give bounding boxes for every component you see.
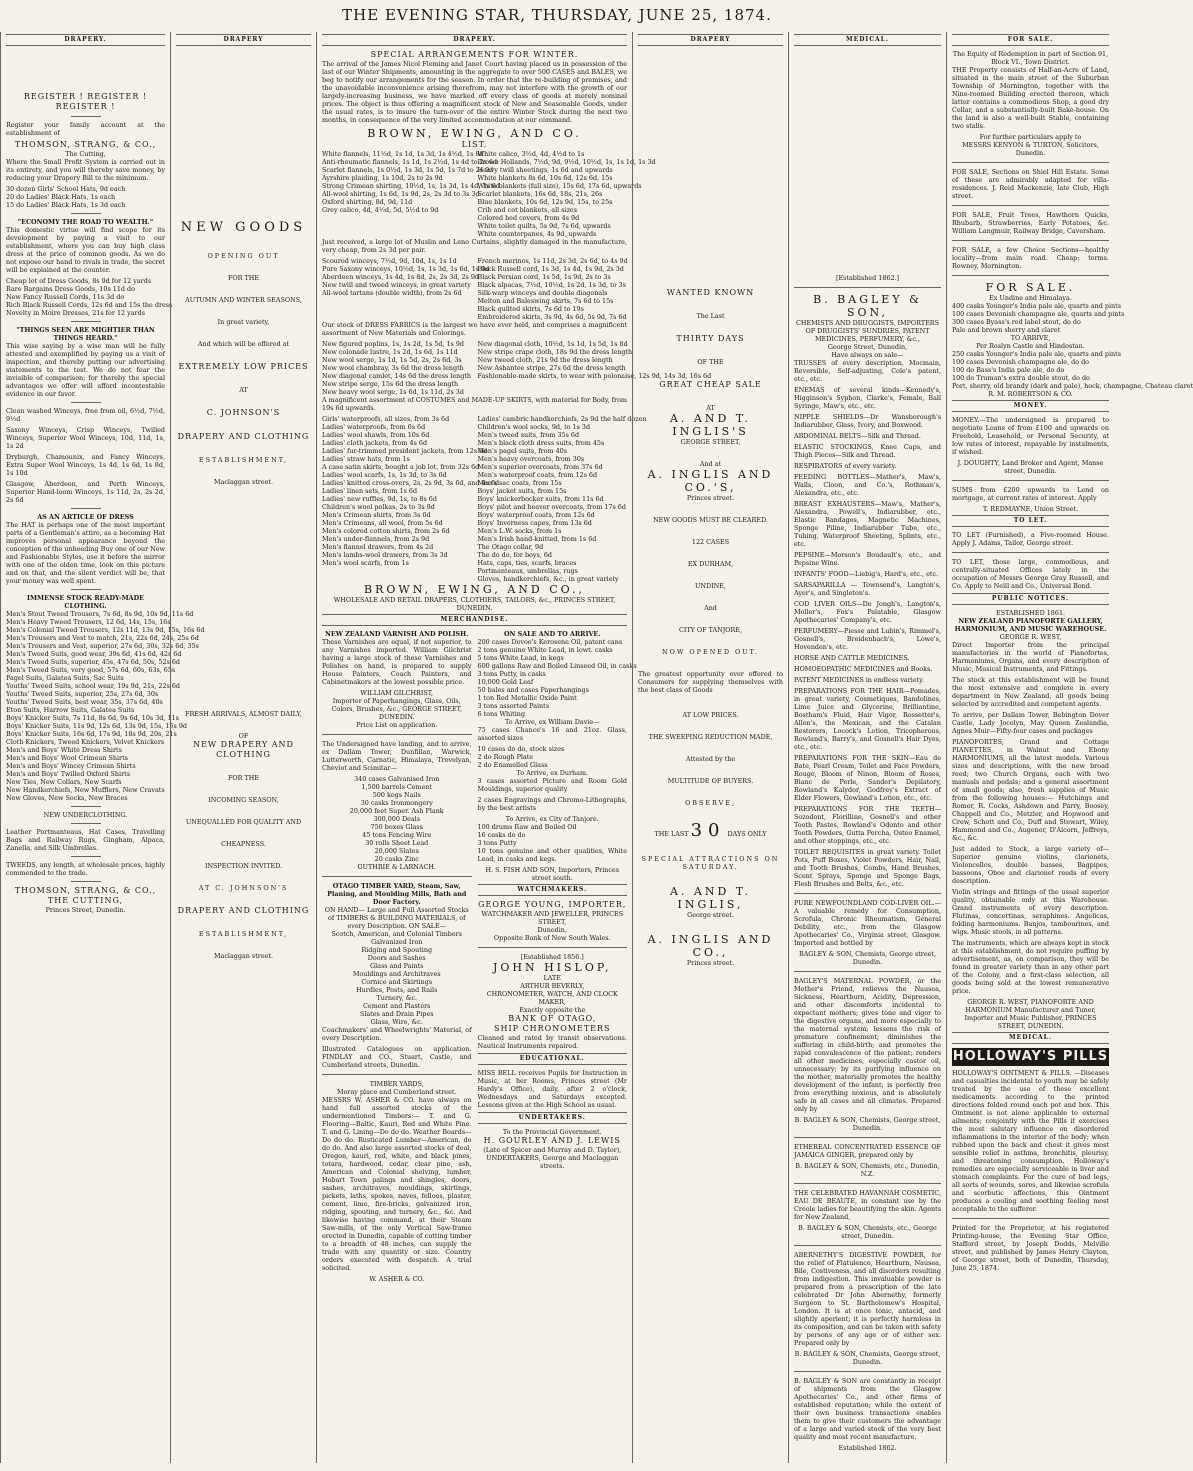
kenyon-sig: MESSRS KENYON & TURTON, Solicitors, Dunedin. <box>962 141 1099 157</box>
opening-line: OPENING OUT <box>207 252 280 260</box>
robertson-sig: R. M. ROBERTSON & CO. <box>988 390 1073 398</box>
and-at: And at <box>699 460 722 468</box>
unequalled-line: UNEQUALLED FOR QUALITY AND <box>185 818 302 826</box>
arrive-list: 10 cases do do, stock sizes 2 do Rough Plate 2 do Enamelled Glass <box>477 745 565 769</box>
fresh-line: FRESH ARRIVALS, ALMOST DAILY, <box>185 710 302 718</box>
attested-line: Attested by the <box>685 755 736 763</box>
west-desc: Direct Importer from the principal manufactories in the world of Pianofortes, Harmoniums, Organs, and every description of Music, Musical Instruments, and Fittings. <box>952 641 1109 673</box>
bagley-sig-3: B. BAGLEY & SON, Chemists, etc., Dunedin, N.Z. <box>795 1162 940 1178</box>
let-text-2: TO LET, those large, commodious, and centrally-situated Offices lately in the occupation of Messrs George Gray Russell, and Co. Apply to Neill and Co., Universal Bond. <box>952 558 1109 590</box>
brown-ewing-desc: WHOLESALE AND RETAIL DRAPERS, CLOTHIERS, TAILORS, &c., PRINCES STREET, DUNEDIN. <box>333 596 616 612</box>
list-heading: LIST. <box>461 140 488 149</box>
moray-line: Moray place and Cumberland street. <box>337 1088 457 1096</box>
section-header: DRAPERY <box>176 34 311 46</box>
establishment-line: ESTABLISHMENT, <box>198 456 289 464</box>
particulars-line: For further particulars apply to <box>979 133 1082 141</box>
new-goods-heading: NEW GOODS <box>180 220 307 235</box>
arrive-dallam: To arrive, per Dallam Tower, Bebington Dover Castle, Lady Jocelyn, May Queen Zealandia, Agnes Muir—Fifty-four cases and packages <box>952 711 1109 735</box>
timber-heading: OTAGO TIMBER YARD, Steam, Saw, Planing, and Moulding Mills, Bath and Door Factory. <box>327 882 467 906</box>
firm-name: THOMSON, STRANG, & CO., <box>14 140 157 149</box>
to-arrive: TO ARRIVE, <box>1010 334 1051 342</box>
establishment-line-2: ESTABLISHMENT, <box>198 930 289 938</box>
leather-text: Leather Portmanteaus, Hat Cases, Travelling Bags and Railway Rugs, Gingham, Alpaca, Zanella, and Silk Umbrellas. <box>6 828 165 852</box>
costumes-note: A magnificent assortment of COSTUMES and MADE-UP SKIRTS, with material for Body, from 19s 6d upwards. <box>322 396 627 412</box>
shiel-text: FOR SALE, Sections on Shiel Hill Estate. Some of these are admirably adapted for villa-residences. J. Reid Mackenzie, late Club, High street. <box>952 168 1109 200</box>
ethereal-text: ETHEREAL CONCENTRATED ESSENCE OF JAMAICA GINGER, prepared only by <box>794 1143 941 1159</box>
holloway-banner: HOLLOWAY'S PILLS <box>952 1049 1109 1064</box>
inglis-co-heading: A. INGLIS AND CO.'S, <box>647 468 774 494</box>
dress-fabrics-note: Our stock of DRESS FABRICS is the largest we have ever held, and comprises a magnificent assortment of New Materials and Colorings. <box>322 321 627 337</box>
article-heading: AS AN ARTICLE OF DRESS <box>37 513 134 521</box>
wanted-known: WANTED KNOWN <box>666 288 755 297</box>
gilchrist-desc: Importer of Paperhangings, Glass, Oils, Colors, Brushes, &c., GEORGE STREET, DUNEDIN. <box>331 697 463 721</box>
multitude-line: MULTITUDE OF BUYERS. <box>667 777 754 785</box>
west-footer: GEORGE R. WEST, PIANOFORTE AND HARMONIUM Manufacturer and Tuner, Importer and Music Publisher, PRINCES STREET, DUNEDIN. <box>964 998 1097 1030</box>
tanjore-line: CITY OF TANJORE, <box>678 626 743 634</box>
undertakers-header: UNDERTAKERS. <box>478 1112 628 1124</box>
established-1861: ESTABLISHED 1861. <box>995 609 1066 617</box>
register-heading: REGISTER ! REGISTER ! REGISTER ! <box>23 92 148 111</box>
beverly-name: ARTHUR BEVERLY, <box>520 982 585 990</box>
column-4 <box>632 32 788 1463</box>
printed-imprint: Printed for the Proprietor, at his registered Printing-house, the Evening Star Office, Stafford street, by Joseph Dodds, Melville street, and published by James Henry Clayton, of George street, both of Dunedin, Thursday, June 25, 1874. <box>952 1224 1109 1272</box>
low-prices: AT LOW PRICES. <box>682 711 739 719</box>
arrive-tanjore: To Arrive, ex City of Tanjore. <box>505 815 599 823</box>
receipt-text: B. BAGLEY & SON are constantly in receipt of shipments from the Glasgow Apothecaries' Co., and other firms of established reputation; while the extent of their own business transactions enables them to give their customers the advantage of a large and varied stock of the very best quality and most recent manufacture. <box>794 1377 941 1441</box>
doughty-sig: J. DOUGHTY, Land Broker and Agent, Manse street, Dunedin. <box>957 459 1104 475</box>
price-list-note: Price List on application. <box>356 721 438 729</box>
special-attractions: SPECIAL ATTRACTIONS ON SATURDAY. <box>641 855 780 871</box>
bagley-heading: B. BAGLEY & SON, <box>813 293 922 319</box>
chronometer-line: CHRONOMETER, WATCH, AND CLOCK MAKER, <box>486 990 618 1006</box>
variety-line: In great variety, <box>217 318 270 326</box>
brown-ewing-footer: BROWN, EWING, AND CO., <box>364 583 585 596</box>
economy-heading: "ECONOMY THE ROAD TO WEALTH." <box>17 218 154 226</box>
ointment-text: HOLLOWAY'S OINTMENT & PILLS. —Diseases and casualties incidental to youth may be safely treated by the use of these excellent medicaments according to the printed directions folded round each pot and box. This Ointment is not alone applicable to external ailments; conjointly with the Pills it exercises the most salutary influence on disordered inflammations in the interior of the body; when rubbed upon the back and chest it gives most sensible relief in asthma, bronchitis, pleurisy, and threatening consumption. Holloway's remedies are especially serviceable in liver and stomach complaints. For the cure of bad legs, all sorts of wounds, sores, and likewise scrofula and scorbutic affections, this Ointment produces a cooling and soothing feeling most acceptable to the sufferer. <box>952 1069 1109 1213</box>
clothing-list: Men's Stout Tweed Trousers, 7s 6d, 8s 9d, 10s 9d, 11s 6d Men's Heavy Tweed Trousers, 12 6d, 14s, 15s, 16s Men's Colonial Tweed Trousers, 12s 11d, 13s 9d, 15s, 16s 6d Men's Trousers and Vest to match, 21s, 22s 6d, 24s, 25s 6d Men's Trousers and Vest, superior, 27s 6d, 30s, 32s 6d, 35s Men's Tweed Suits, good wear, 39s 6d, 41s 6d, 42s 6d Men's Tweed Suits, superior, 45s, 47s 6d, 50s, 52s 6d Men's Tweed Suits, very good, 57s 6d, 60s, 63s, 65s Pagel Suits, Galatea Suits, Sac Suits Youths' Tweed Suits, school wear, 19s 9d, 21s, 22s 6d Youths' Tweed Suits, superior, 25s, 27s 6d, 30s Youths' Tweed Suits, best wear, 35s, 37s 6d, 40s Eton Suits, Harrow Suits, Galatea Suits Boys' Knicker Suits, 7s 11d, 8s 6d, 9s 6d, 10s 3d, 11s Boys' Knicker Suits, 11s 9d, 12s 6d, 13s 9d, 15s, 15s 9d Boys' Knicker Suits, 16s 6d, 17s 9d, 18s 9d, 20s, 21s Cloth Knickers, Tweed Knickers, Velvet Knickers Men's and Boys' White Dress Shirts Men's and Boys' Wool Crimean Shirts Men's and Boys' Wincey Crimean Shirts Men's and Boys' Twilled Oxford Shirts New Ties, New Collars, New Scarfs New Handkerchiefs, New Mufflers, New Cravats New Gloves, New Socks, New Braces <box>6 610 205 802</box>
maternal-text: BAGLEY'S MATERNAL POWDER, or the Mother's Friend, relieves the Nausea, Sickness, Heartburn, Acidity, Depression, and other discomforts incidental to expectant mothers; gives tone and vigor to the digestive organs, and more especially to the maternal system; lessens the risk of premature confinement; diminishes the suffering in child-birth; and promotes the rapid convalescence of the patient; renders all other medicines, especially castor oil, unnecessary; by its purifying influence on the mother, materially promotes the healthy development of the infant; is perfectly free from everything noxious, and is absolutely safe in all cases and all climates. Prepared only by <box>794 977 941 1113</box>
section-header: DRAPERY. <box>6 34 165 46</box>
watchmakers-header: WATCHMAKERS. <box>478 884 628 896</box>
wincey-line: Glasgow, Aberdeen, and Perth Winceys, Superior Hand-loom Winceys, 1s 11d, 2s, 2s 2d, 2s 6d <box>6 480 165 504</box>
goods-list: 340 cases Galvanised Iron 1,500 barrels Cement 500 kegs Nails 30 casks Ironmongery 20,000 feet Super. Ash Plank 300,000 Deals 750 boxes Glass 45 tons Fencing Wire 30 rolls Sheet Lead 20,000 Slates 20 casks Zinc <box>349 775 444 863</box>
street-line: Maclaggan street. <box>214 478 273 486</box>
offered-line: And which will be offered at <box>197 340 290 348</box>
have-always: Have always on sale— <box>831 351 904 359</box>
fish-sig: H. S. FISH AND SON, Importers, Princes street south. <box>485 866 619 882</box>
timber-yards-heading: TIMBER YARDS, <box>369 1080 424 1088</box>
dress-list: Cheap lot of Dress Goods, 8s 9d for 12 yards Rare Bargains Dress Goods, 10s 11d do New Fancy Russell Cords, 11s 3d do Rich Black Russell Cords, 12s 6d and 15s the dress Novelty in Moire Dresses, 21s for 12 yards <box>6 277 173 317</box>
arrive-list: 250 casks Younger's India pale ale, quarts and pints 100 cases Devonish champagne ale, do do 100 do Bass's India pale ale, do do 100 do Truman's extra double stout, do do Port, sherry, old brandy (dark and pale), hock, champagne, Chateau claret <box>952 350 1193 390</box>
and-line: And <box>704 604 717 612</box>
piano-heading: NEW ZEALAND PIANOFORTE GALLERY, HARMONIUM, AND MUSIC WAREHOUSE. <box>954 617 1107 633</box>
footer-firm: THOMSON, STRANG, & CO., <box>14 886 157 895</box>
medical-header: MEDICAL. <box>952 1032 1109 1044</box>
undersigned-text: The Undersigned have landing, and to arrive, ex Dallam Tower, Dunfillan, Warwick, Lutterworth, Carnatic, Himalaya, Trevelyan, Cheviot and Scimitar— <box>322 740 472 772</box>
havannah-text: THE CELEBRATED HAVANNAH COSMETIC, EAU DE BEAUTE, in constant use by the Creole ladies for beautifying the skin. Agents for New Zealand, <box>794 1189 941 1221</box>
incoming-line: INCOMING SEASON, <box>208 796 279 804</box>
gilchrist-name: WILLIAM GILCHRIST, <box>360 689 434 697</box>
fruit-text: FOR SALE, Fruit Trees, Hawthorn Quicks, Rhubarb, Strawberries, Early Potatoes, &c. William Langmuir, Railway Bridge, Caversham. <box>952 211 1109 235</box>
inspection-line: INSPECTION INVITED. <box>204 862 283 870</box>
choice-text: FOR SALE, a few Choice Sections—healthy locality—from main road. Cheap; terms. Rowney, Mornington. <box>952 246 1109 270</box>
street-line-2: Maclaggan street. <box>214 952 273 960</box>
varnish-text: These Varnishes are equal, if not superior, to any Varnishes imported. William Gilchrist having a large stock of these Varnishes and Polishes on hand, is prepared to supply House Painters, Coach Painters, and Cabinetmakers at the lowest possible price. <box>322 638 472 686</box>
cod-liver-text: PURE NEWFOUNDLAND COD-LIVER OIL.—A valuable remedy for Consumption, Scrofula, Chronic Rheumatism, General Debility, etc., from the Glasgow Apothecaries' Co., Virginia street, Glasgow. Imported and bottled by <box>794 899 941 947</box>
bell-text: MISS BELL receives Pupils for Instruction in Music, at her Rooms, Princes street (Mr Hardy's Office), daily, after 2 o'clock, Wednesdays and Saturdays excepted. Lessons given at the High School as usual. <box>477 1069 627 1109</box>
ship-line: SHIP CHRONOMETERS <box>494 1024 611 1033</box>
money-header: MONEY. <box>952 400 1109 412</box>
cleaned-line: Cleaned and rated by transit observations. Nautical Instruments repaired. <box>477 1034 627 1050</box>
drapery-line: DRAPERY AND CLOTHING <box>177 432 310 441</box>
gourley-name: H. GOURLEY AND J. LEWIS <box>483 1136 621 1145</box>
article-text: The HAT is perhaps one of the most important parts of a Gentleman's attire, as a becoming Hat improves personal appearance beyond the conception of the unheeding Buy one of our New and Fashionable Styles, use it before the mirror with one of the olden time, look on this picture and on that, and the silent verdict will be, that your money was well spent. <box>6 521 165 585</box>
ex-durham: EX DURHAM, <box>687 560 734 568</box>
instruments-text: The instruments, which are always kept in stock at this establishment, do not require puffing by advertisement, as, on comparison, they will be found in greater variety than in any other part of the Colony, and a first-class selection, all goods being sold at the lowest remunerative price. <box>952 939 1110 995</box>
hislop-name: JOHN HISLOP, <box>492 961 612 974</box>
george-street: George Street, Dunedin, <box>827 343 908 351</box>
price-list-2: Scoured winceys, 7½d, 9d, 10d, 1s, 1s 1d Pure Saxony winceys, 10½d, 1s, 1s 3d, 1s 6d, 1s 9d Aberdeen winceys, 1s 4d, 1s 8d, 2s, 2s 3d, 2s 9d New twill and tweed winceys, in great variety All-wool tartans (double width), from 2s 6d French merinos, 1s 11d, 2s 3d, 2s 6d, to 4s 9d Black Russell cord, 1s 3d, 1s 4d, 1s 9d, 2s 3d Black Persian cord, 1s 5d, 1s 9d, 2s to 3s Black alpacas, 7½d, 10½d, 1s 2d, 1s 3d, to 3s Silk-warp winceys and double diagonals Melton and Baleswing skirts, 7s 6d to 15s Black quilted skirts, 7s 6d to 19s Embroidered skirts, 3s 9d, 4s 6d, 5s 9d, 7s 6d <box>322 257 628 321</box>
column-1 <box>0 32 205 1463</box>
asher-sig: W. ASHER & CO. <box>369 1275 425 1283</box>
new-goods-cleared: NEW GOODS MUST BE CLEARED. <box>653 516 768 524</box>
arrive-tanjore-item: 10 tons genuine and other qualities, White Lead, in casks and kegs. <box>477 847 627 863</box>
firm-location: The Cutting, <box>65 150 106 158</box>
guthrie-sig: GUTHRIE & LARNACH. <box>357 863 436 871</box>
special-text: The arrival of the James Nicol Fleming and Janet Court having placed us in possession of the last of our Winter Shipments, amounting in the aggregate to over 500 CASES and BALES, we beg to notify our arrangements for the season. In order that the re-building of premises, and the unavoidable inconvenience arising therefrom, may not interfere with the growth of our largely-increasing business, we have marked off every class of goods at merely nominal prices. The object is thus offering a magnificent stock of New and Seasonable Goods, under the usual rates, is to insure the turn-over of the entire Winter Stock during the next two months, in consequence of the very limited accommodation at our command. <box>322 60 627 124</box>
drapery-line-2: DRAPERY AND CLOTHING <box>177 906 310 915</box>
undine-line: UNDINE, <box>695 582 726 590</box>
princes-street: Princes street. <box>686 494 735 502</box>
provincial-line: To the Provincial Government. <box>502 1128 602 1136</box>
special-heading: SPECIAL ARRANGEMENTS FOR WINTER. <box>370 50 579 59</box>
george-street-2: George street. <box>687 911 734 919</box>
autumn-line: AUTUMN AND WINTER SEASONS, <box>185 296 302 304</box>
inglis-co-heading-2: A. INGLIS AND CO., <box>647 933 774 959</box>
hats-list: 30 dozen Girls' School Hats, 9d each 20 do Ladies' Black Hats, 1s each 15 do Ladies' Black Hats, 1s 3d each <box>6 185 126 209</box>
asher-text: MESSRS W. ASHER & CO. have always on hand full assorted stocks of the undermentioned Timbers:— T. and G. Flooring—Baltic, Kauri, Red and White Pine. T. and G. Lining—Do do do. Weather Boards—Do do do. Rusticated Lumber—American, do do do. And also large assorted stocks of deal, Oregon, kauri, red, white, and black pines, totara, hardwood, cedar, clear pine, ash, American and Colonial shelving, lumber, Hobart Town palings and shingles, doors, sashes, architraves, mouldings, skirtings, pickets, laths, spokes, naves, felloes, plaster, cement, lime, fire-bricks, galvanized iron, ridging, spouting, and turnery, &c., &c. And likewise having command, at their Steam Saw-mills, of the only Vertical Saw-frame erected in Dunedin, capable of cutting timber to a breadth of 48 inches, can supply the trade with any quantity or size. Country orders executed with despatch. A trial solicited. <box>322 1096 472 1272</box>
late-spicer: (Late of Spicer and Murray and D. Taylor), UNDERTAKERS, George and Maclaggan streets. <box>483 1146 622 1170</box>
economy-text: This domestic virtue will find scope for its development by paying a visit to our establishment, where you can buy high class dress at the price of common goods. As we do not expose our hand to rivals in trade, the secret will be explained at the counter. <box>6 226 165 274</box>
at-line: AT <box>239 386 248 394</box>
thirty-days: THIRTY DAYS <box>676 334 745 343</box>
section-header: MEDICAL. <box>794 34 941 46</box>
young-opposite: Opposite Bank of New South Wales. <box>493 934 611 942</box>
small-profit-text: Where the Small Profit System is carried out in its entirety, and you will thereby save money, by reducing your Drapery Bill to the minimum. <box>6 158 165 182</box>
pianofortes-text: PIANOFORTES, Grand and Cottage PIANETTES, in Walnut and Ebony HARMONIUMS, all the latest models. Various sizes and descriptions, with the new broad reed; two Church Organs, each with two manuals and pedals; and a general assortment of small goods; also, fresh supplies of Music from the following houses:— Hutchings and Romer, R. Cocks, Ashdown and Parry, Boosey, Chappell and Co., Metzler, and Hopwood and Crew, Schott and Co., Duff and Stewart, Wiley, Hammond and Co., Augener, D'Alcorn, Jeffreys, &c., &c. <box>952 738 1109 842</box>
register-text: Register your family account at the establishment of <box>6 121 165 137</box>
tweeds-text: TWEEDS, any length, at wholesale prices, highly commended to the trade. <box>6 861 165 877</box>
bagley-sig-2: B. BAGLEY & SON, Chemists, George street, Dunedin. <box>794 1116 941 1132</box>
ale-list: 400 casks Younger's India pale ale, quarts and pints 100 cases Devonish champagne ale, quarts and pints 300 cases Byass's red label stout, do do Pale and brown sherry and claret <box>952 302 1125 334</box>
for-sale-big: FOR SALE. <box>985 281 1076 294</box>
price-list-4: Girls' waterproofs, all sizes, from 3s 6d Ladies' waterproofs, from 6s 6d Ladies' wool shawls, from 10s 6d Ladies' cloth jackets, from 4s 6d Ladies' fur-trimmed president jackets, from 12s 6d Ladies' straw hats, from 1s A case satin skirts, bought a job lot, from 32s 6d Ladies' wool scarfs, 1s, 1s 3d, to 3s 6d Ladies' knitted cross-overs, 2s, 2s 9d, 3s 6d, and 4s 6d Ladies' linen sets, from 1s 6d Ladies' new ruffles, 9d, 1s, to 8s 6d Children's wool polkas, 2s to 3s 9d Men's Crimean shirts, from 3s 6d Men's Crimeans, all wool, from 5s 6d Men's colored cotton shirts, from 2s 6d Men's under-flannels, from 2s 9d Men's flannel drawers, from 4s 2d Men's lambs-wool drawers, from 3s 3d Men's wool scarfs, from 1s Ladies' cambric handkerchiefs, 2s 9d the half dozen Children's wool socks, 9d, to 1s 3d Men's tweed suits, from 35s 6d Men's black cloth dress suits, from 45s Men's pagel suits, from 40s Men's heavy overcoats, from 30s Men's superior overcoats, from 37s 6d Men's waterproof coats, from 12s 6d Men's sac coats, from 15s Boys' jacket suits, from 15s Boys' knickerbocker suits, from 11s 6d Boys' pilot and beaver overcoats, from 17s 6d Boys' waterproof coats, from 12s 6d Boys' Inverness capes, from 13s 6d Men's L.W. socks, from 1s Men's Irish hand-knitted, from 1s 6d The Otago collar, 9d The do do, for boys, 6d Hats, caps, ties, scarfs, braces Portmanteaux, umbrellas, rugs Gloves, handkerchiefs, &c., in great variety <box>322 415 647 583</box>
of-line: OF <box>238 732 249 740</box>
new-drapery-line: NEW DRAPERY AND CLOTHING <box>193 740 294 759</box>
arrive-durham-item: 2 cases Engravings and Chromo-Lithographs, by the best artists <box>477 796 627 812</box>
merchandise-columns <box>322 630 637 1283</box>
redmayne-sig: T. REDMAYNE, Union Street. <box>982 505 1079 513</box>
just-added-text: Just added to Stock, a large variety of— Superior genuine violins, clarionets, Violoncellos, double basses, Bagpipes, bassoons, Oboe and clarionet reeds of every description. <box>952 845 1109 885</box>
let-text-1: TO LET (Furnished), a Five-roomed House. Apply J. Adams, Tailor, George street. <box>952 531 1109 547</box>
opened-line: NOW OPENED OUT. <box>661 648 760 656</box>
young-town: Dunedin, <box>537 926 567 934</box>
masthead: THE EVENING STAR, THURSDAY, JUNE 25, 1874. <box>342 6 772 24</box>
coachmakers-text: Coachmakers' and Wheelwrights' Material, of every Description. <box>322 1026 472 1042</box>
arrive-davie: To Arrive, ex William Davie— <box>504 718 600 726</box>
observe-line: OBSERVE, <box>685 799 736 807</box>
section-header: DRAPERY. <box>322 34 627 46</box>
catalogues-text: Illustrated Catalogues on application. FINDLAY and CO., Stuart, Castle, and Cumberland streets, Dunedin. <box>322 1045 472 1069</box>
cases-line: 122 CASES <box>691 538 730 546</box>
young-name: GEORGE YOUNG, IMPORTER, <box>478 900 627 909</box>
sums-text: SUMS from £200 upwards to Lend on mortgage, at current rates of interest. Apply <box>952 486 1109 502</box>
section-header: DRAPERY <box>638 34 783 46</box>
bagley-sig-5: B. BAGLEY & SON, Chemists, George street, Dunedin. <box>794 1350 941 1366</box>
arrive-durham-item: 3 cases assorted Picture and Room Gold Mouldings, superior quality <box>477 777 627 793</box>
great-sale: GREAT CHEAP SALE <box>659 380 762 389</box>
column-5 <box>788 32 946 1463</box>
wincey-line: Clean washed Winceys, free from oil, 6½d, 7½d, 9½d <box>6 407 165 423</box>
late-line: LATE <box>543 974 561 982</box>
for-the-2: FOR THE <box>227 774 260 782</box>
things-heading: "THINGS SEEN ARE MIGHTIER THAN THINGS HEARD." <box>16 326 155 342</box>
things-text: This wise saying by a wise man will be fully attested and exemplified by paying us a visit of inspection, and thereby putting our advertising statements to the test. We do not fear the invisible of comparison; for thereby the special advantages we offer will afford incontestable evidence in our favor. <box>6 342 165 398</box>
brown-ewing-heading: BROWN, EWING, AND CO. <box>367 127 582 140</box>
muslin-note: Just received, a large lot of Muslin and Leno Curtains, slightly damaged in the manufacture, very cheap, from 2s 3d per pair. <box>322 238 627 254</box>
princes-street-2: Princes street. <box>686 959 735 967</box>
for-sale-header: FOR SALE. <box>952 34 1109 46</box>
inglis-heading-2: A. AND T. INGLIS, <box>669 885 752 911</box>
column-2 <box>170 32 316 1463</box>
established-1856: [Established 1856.] <box>520 953 584 961</box>
young-desc: WATCHMAKER AND JEWELLER, PRINCES STREET, <box>481 910 624 926</box>
established-1862-footer: Established 1862. <box>838 1444 897 1452</box>
footer-street: Princes Street, Dunedin. <box>45 906 126 914</box>
arrive-davie-text: 75 cases Chance's 16 and 21oz. Glass, assorted sizes <box>477 726 627 742</box>
varnish-heading: NEW ZEALAND VARNISH AND POLISH. <box>325 630 469 638</box>
arrive-durham: To Arrive, ex Durham. <box>516 769 589 777</box>
underclothing-heading: NEW UNDERCLOTHING. <box>43 811 128 819</box>
footer-cutting: THE CUTTING, <box>47 896 124 905</box>
thirty-number: 30 <box>690 820 726 841</box>
sweeping-line: THE SWEEPING REDUCTION MADE, <box>648 733 773 741</box>
timber-list: Scotch, American, and Colonial Timbers Galvanized Iron Ridging and Spouting Doors and Sashes Glass and Paints Mouldings and Architraves Cornice and Skirtings Hurdles, Posts, and Rails Turnery, &c. Cement and Plasters Slates and Drain Pipes Glass, Wire, &c. <box>331 930 463 1026</box>
extremely-line: EXTREMELY LOW PRICES <box>178 362 309 371</box>
sale-arrive-heading: ON SALE AND TO ARRIVE. <box>503 630 601 638</box>
johnson-line: C. JOHNSON'S <box>206 408 281 417</box>
cheapness-line: CHEAPNESS. <box>221 840 266 848</box>
bagley-sig-1: BAGLEY & SON, Chemists, George street, Dunedin. <box>799 950 936 966</box>
money-text: MONEY.—The undersigned is prepared to negotiate Loans of from £100 and upwards on Freehold, Leasehold, or Personal Security, at low rates of interest, repayable by instalments, if wished. <box>952 416 1109 456</box>
bagley-sig-4: B. BAGLEY & SON, Chemists, etc., George street, Dunedin. <box>798 1224 937 1240</box>
at-line: AT <box>706 404 715 412</box>
violin-text: Violin strings and fittings of the usual superior quality, obtainable only at this Warehouse. Grand instruments of every description. Flutinas, concertinas, seraphines. Angelicas, folding harmoniums. Banjos, tambourines, and wigs. Music stools, in all patterns. <box>952 888 1109 936</box>
wincey-line: Saxony Winceys, Crisp Winceys, Twilled Winceys, Superior Wool Winceys, 10d, 11d, 1s, 1s 2d <box>6 426 165 450</box>
last-30-pre: THE LAST <box>654 830 689 838</box>
on-hand-text: ON HAND— Large and Full Assorted Stocks of TIMBERS & BUILDING MATERIALS, of every Description. ON SALE— <box>324 906 469 930</box>
immense-heading: IMMENSE STOCK READY-MADE CLOTHING. <box>26 594 145 610</box>
arrive-tanjore-list: 100 drums Raw and Boiled Oil 16 casks do do 3 tons Putty <box>477 823 577 847</box>
last-30-post: DAYS ONLY <box>727 830 767 838</box>
wincey-line: Dryburgh, Chamounix, and Fancy Winceys, Extra Super Wool Winceys, 1s 4d, 1s 6d, 1s 8d, 1s 10d <box>6 453 165 477</box>
chemists-line: CHEMISTS AND DRUGGISTS, IMPORTERS OF DRUGGISTS' SUNDRIES, PATENT MEDICINES, PERFUMERY, &c., <box>796 319 939 343</box>
inglis-heading: A. AND T. INGLIS'S <box>669 412 752 438</box>
price-list-3: New figured poplins, 1s, 1s 2d, 1s 5d, 1s 9d New colonade lustre, 1s 2d, 1s 6d, 1s 11d New wool serge, 1s 1d, 1s 5d, 2s, 2s 6d, 3s New wool chambray, 3s 6d the dress length New diagonal camlet, 14s 6d the dress length New stripe serge, 15s 6d the dress length New heavy wool serge, 1s 6d, 1s 11d, 2s 3d New diagonal cloth, 10½d, 1s 1d, 1s 5d, 1s 8d New stripe crape cloth, 18s 9d the dress length New tweed cloth, 21s 9d the dress length New Ashantee stripe, 27s 6d the dress length Fashionable-made skirts, to wear with polonaise, 12s 9d, 14s 3d, 16s 6d <box>322 340 712 396</box>
column-6 <box>946 32 1193 1463</box>
exactly-line: Exactly opposite the <box>519 1006 586 1014</box>
medical-items: TRUSSES of every description, Mocmain, Reversible, Self-adjusting, Cole's patent, etc., etc. ENEMAS of several kinds—Kennedy's, Higginson's Syphon, Clarke's, Female, Ball Syringe, Maw's, etc., etc. NIPPLE SHIELDS—Dr Wansborough's Indiarubber, Glass, Ivory, and Boxwood. ABDOMINAL BELTS—Silk and Thread. ELASTIC STOCKINGS, Knee Caps, and Thigh Pieces—Silk and Thread. RESPIRATORS of every variety. FEEDING BOTTLES—Mather's, Maw's, Walls, Cloon, and Co.'s, Rothman's, Alexandra, etc., etc. BREAST EXHAUSTERS—Maw's, Mather's, Alexandra, Powell's, Indiarubber, etc., Elastic Bandages, Magnetic Machines, Sponge Piline, Indiarubber Tube, etc., Tubing, Waterproof Sheeting, Splints, etc., etc. PEPSINE—Morson's Boudault's, etc., and Pepsine Wine. INFANTS' FOOD—Liebig's, Hard's, etc., etc. SARSAPARILLA — Townsend's, Langton's, Ayer's, and Singleton's. COD LIVER OILS—De Jongh's, Langton's, Moller's, Fox's Palatable, Glasgow Apothecaries' Company's, etc. PERFUMERY—Piesse and Lubin's, Rimmel's, Gosnell's, Breidenbach's, Lowe's, Hovenden's, etc. HORSE AND CATTLE MEDICINES. HOMOEOPATHIC MEDICINES and Books. PATENT MEDICINES in endless variety. PREPARATIONS FOR THE HAIR—Pomades, in great variety, Cosmetiques, Bandolines, Lime Juice and Glycerine, Brilliantine, Bostham's Fluid, Hair Vigor, Rossetter's, Allen's, the Mexican, and the Catalan Restorers, Locock's Lotion, Tricopherous, Rowland's, Barry's, and Gosnell's Hair Dyes, etc., etc. PREPARATIONS FOR THE SKIN—Eau de Bate, Pearl Cream, Toilet and Face Powders, Rouge, Bloom of Ninon, Bloom of Roses, Blanc de Perle, Sander's Depilatory, Rowland's Kalydor, Godfrey's Extract of Elder Flowers, Gowland's Lotion, etc., etc. PREPARATIONS FOR THE TEETH—Sozodont, Florilline, Gosnell's and other Tooth Pastes, Rowland's Odonto and other Tooth Powders, Gutta Percha, Osteo Enamel, and other stoppings, etc., etc. TOILET REQUISITES in great variety. Toilet Pots, Puff Boxes, Violet Powders, Hair, Nail, and Tooth Brushes, Combs, Hand Brushes, Scent Sprays, Sponge and Sponge Bags, Flesh Brushes and Belts, &c., etc. <box>794 359 941 888</box>
bank-line: BANK OF OTAGO, <box>508 1014 597 1023</box>
to-let-header: TO LET. <box>952 515 1109 527</box>
the-last: The Last <box>696 312 725 320</box>
ex-undine: Ex Undine and Himalaya. <box>989 294 1072 302</box>
sale-list: 200 cases Devoe's Kerosene Oil, patent cans 2 tons genuine White Lead, in lowt. casks 5 tons White Lead, in kegs 600 gallons Raw and Boiled Linseed Oil, in casks 3 tons Putty, in casks 10,000 Gold Leaf 50 bales and cases Paperhangings 1 ton Red Metallic Oxide Paint 3 tons assorted Paints 6 tons Whiting <box>477 638 637 718</box>
greatest-text: The greatest opportunity ever offered to Consumers for supplying themselves with the best class of Goods <box>638 670 783 694</box>
price-list-1: White flannels, 11½d, 1s 1d, 1s 3d, 1s 4½d, 1s 8d Anti-rheumatic flannels, 1s 1d, 1s 2½d, 1s 4d to 2s 6d Scarlet flannels, 1s 0½d, 1s 3d, 1s 5d, 1s 7d to 2s 9d Ayrshire plaiding, 1s 10d, 2s to 2s 9d Strong Crimean shirting, 10½d, 1s, 1s 3d, 1s 4d, 1s 6d All-wool shirting, 1s 6d, 1s 9d, 2s, 2s 3d to 3s 3d Oxford shirting, 8d, 9d, 11d Grey calico, 4d, 4½d, 5d, 5½d to 9d White calico, 3½d, 4d, 4½d to 1s Brown Hollands, 7½d, 9d, 9½d, 10½d, 1s, 1s 1d, 1s 3d Heavy twill sheetings, 1s 6d and upwards White blankets 8s 6d, 10s 6d, 12s 6d, 15s White blankets (full size), 15s 6d, 17s 6d, upwards Scarlet blankets, 16s 6d, 18s, 21s, 26s Blue blankets, 10s 6d, 12s 9d, 15s, to 25s Crib and cot blankets, all sizes Colored bed covers, from 4s 9d White toilet quilts, 5s 9d, 7s 6d, upwards White counterpanes, 4s 9d, upwards <box>322 150 656 238</box>
george-street: GEORGE STREET, <box>680 438 741 446</box>
educational-header: EDUCATIONAL. <box>478 1053 628 1065</box>
per-roslyn: Per Roslyn Castle and Hindostan. <box>976 342 1085 350</box>
at-johnson-line: AT C. JOHNSON'S <box>198 884 289 892</box>
abernethy-text: ABERNETHY'S DIGESTIVE POWDER, for the relief of Flatulence, Heartburn, Nausea, Bile, Costiveness, and all disorders resulting from indigestion. This invaluable powder is prepared from a prescription of the late celebrated Dr John Abernethy, formerly Surgeon to St. Bartholomew's Hospital, London. It is at once tonic, antacid, and slightly aperient; it is perfectly harmless in its composition, and can be taken with safety by persons of any age or of either sex. Prepared only by <box>794 1251 941 1347</box>
last-30-line <box>638 821 783 841</box>
public-notices-header: PUBLIC NOTICES. <box>952 593 1109 605</box>
stock-text: The stock at this establishment will be found the most extensive and complete in every department in New Zealand, all goods being selected by accredited and competent agents. <box>952 676 1109 708</box>
property-text: THE Property consists of Half-an-Acre of Land, situated in the main street of the Suburban Township of Mornington, together with the Nine-roomed Building erected thereon, which latter contains a commodious Shop, a good dry Cellar, and a substantially-built Bake-house. On the land is also a well-built Stable, containing two stalls. <box>952 66 1109 130</box>
merchandise-header: MERCHANDISE. <box>322 614 627 626</box>
equity-line: The Equity of Redemption in part of Section 91, Block VI., Town District. <box>952 50 1109 66</box>
of-the: OF THE <box>697 358 724 366</box>
west-name: GEORGE R. WEST, <box>999 633 1062 641</box>
for-the: FOR THE <box>227 274 260 282</box>
established-1862: [Established 1862.] <box>835 274 900 282</box>
